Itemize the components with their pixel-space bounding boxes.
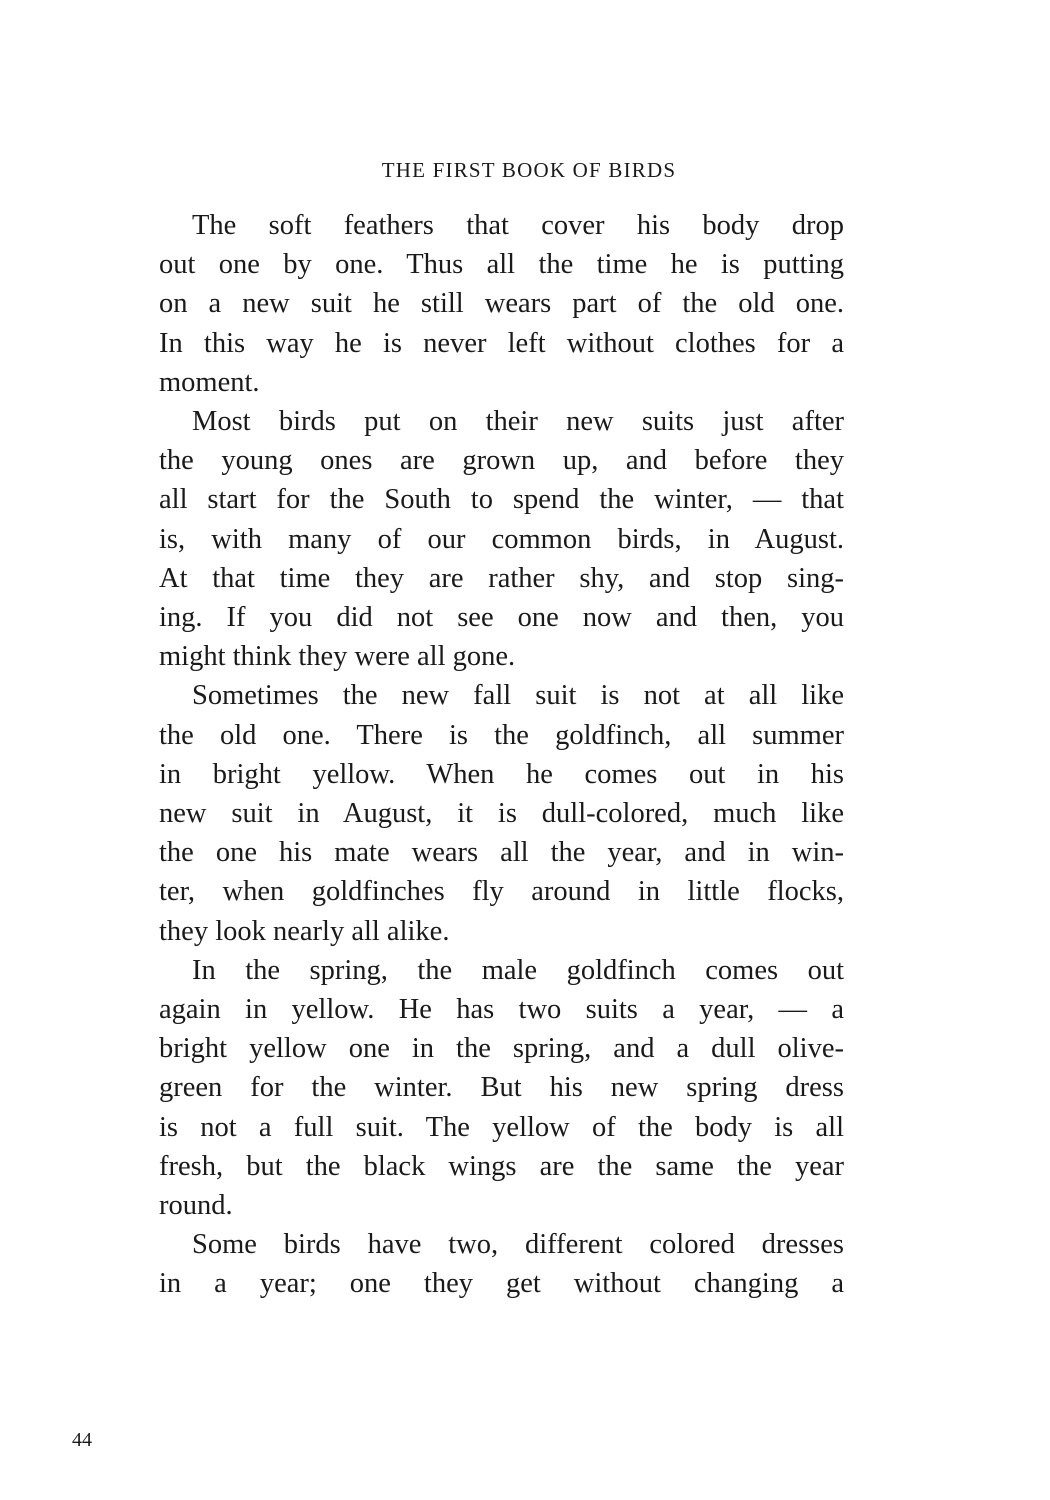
paragraph — [159, 402, 844, 676]
text-line: on a new suit he still wears part of the old one. — [159, 288, 844, 320]
text-line: out one by one. Thus all the time he is putting — [159, 249, 844, 281]
text-line: ing. If you did not see one now and then, you — [159, 602, 844, 634]
text-line: new suit in August, it is dull-colored, much like — [159, 798, 844, 830]
text-line: fresh, but the black wings are the same the year — [159, 1150, 844, 1182]
text-line: bright yellow one in the spring, and a dull olive- — [159, 1033, 844, 1065]
text-line: all start for the South to spend the winter, — that — [159, 484, 844, 516]
text-line: In this way he is never left without clothes for a — [159, 327, 844, 359]
text-line: the young ones are grown up, and before they — [159, 445, 844, 477]
text-line: the one his mate wears all the year, and in win- — [159, 837, 844, 869]
text-line: In the spring, the male goldfinch comes out — [192, 954, 844, 986]
text-line: might think they were all gone. — [159, 641, 516, 673]
text-line: Some birds have two, different colored dresses — [192, 1229, 844, 1261]
text-line: green for the winter. But his new spring dress — [159, 1072, 844, 1104]
body-text — [159, 206, 844, 1304]
paragraph — [159, 951, 844, 1225]
page-number: 44 — [72, 1429, 92, 1451]
text-line: in a year; one they get without changing a — [159, 1268, 844, 1300]
text-line: moment. — [159, 366, 260, 398]
text-line: the old one. There is the goldfinch, all summer — [159, 719, 844, 751]
text-line: they look nearly all alike. — [159, 915, 450, 947]
text-line: is not a full suit. The yellow of the body is all — [159, 1111, 844, 1143]
text-line: round. — [159, 1190, 233, 1222]
paragraph — [159, 1225, 844, 1303]
running-head: THE FIRST BOOK OF BIRDS — [381, 158, 677, 182]
text-line: in bright yellow. When he comes out in his — [159, 758, 844, 790]
paragraph — [159, 676, 844, 950]
text-line: Most birds put on their new suits just after — [192, 406, 844, 438]
text-line: Sometimes the new fall suit is not at all like — [192, 680, 844, 712]
text-line: is, with many of our common birds, in August. — [159, 523, 844, 555]
text-line: The soft feathers that cover his body drop — [192, 210, 844, 241]
text-line: ter, when goldfinches fly around in little flocks, — [159, 876, 844, 908]
text-line: again in yellow. He has two suits a year, — a — [159, 994, 844, 1026]
paragraph — [159, 206, 844, 402]
text-line: At that time they are rather shy, and stop sing- — [159, 562, 844, 594]
